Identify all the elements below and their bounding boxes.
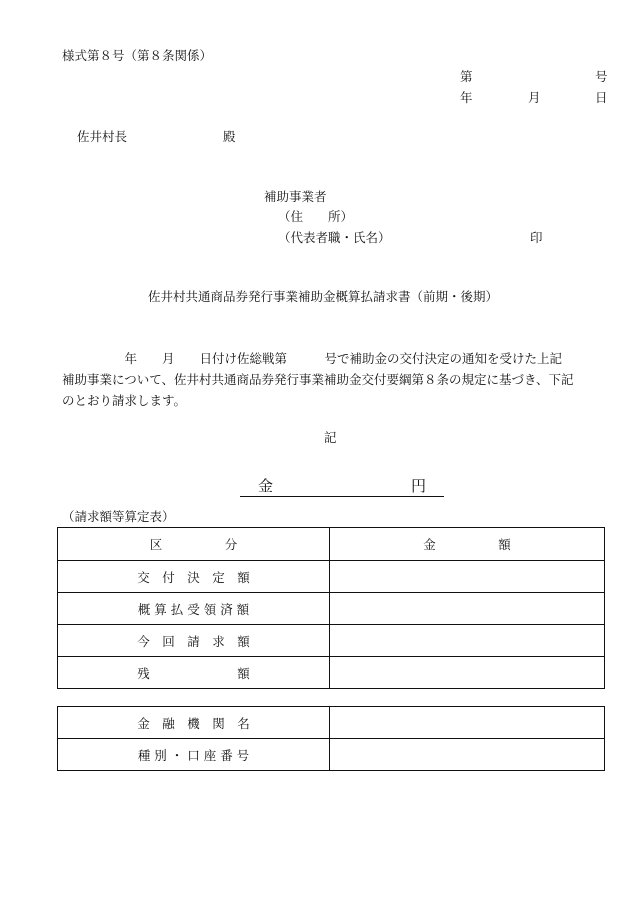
bank-table [57, 706, 605, 771]
body-line-2: 補助事業について、佐井村共通商品券発行事業補助金交付要綱第８条の規定に基づき、下記 [62, 372, 574, 387]
doc-number-dai: 第 [460, 69, 473, 84]
table-row [58, 593, 605, 625]
addressee-honorific: 殿 [223, 129, 236, 144]
calc-table-caption: （請求額等算定表） [62, 509, 175, 524]
received-amount-cell[interactable] [330, 593, 605, 625]
row-label-current-request: 今 回 請 求 額 [58, 625, 330, 657]
seal-mark: 印 [530, 230, 543, 245]
row-label-bank-name: 金 融 機 関 名 [58, 707, 330, 739]
applicant-label: 補助事業者 [264, 189, 327, 204]
addressee-name: 佐井村長 [77, 129, 128, 144]
account-number-cell[interactable] [330, 739, 605, 771]
bank-name-cell[interactable] [330, 707, 605, 739]
body-line-1: 年 月 日付け佐総戦第 号で補助金の交付決定の通知を受けた上記 [62, 351, 563, 366]
amount-yen: 円 [411, 477, 427, 495]
applicant-address-label: （住 所） [278, 209, 354, 224]
doc-number-go: 号 [595, 69, 608, 84]
calc-table [57, 527, 605, 689]
header-amount: 金 額 [330, 528, 605, 561]
table-row [58, 657, 605, 689]
calc-table-header-row [58, 528, 605, 561]
row-label-account: 種 別 ・ 口 座 番 号 [58, 739, 330, 771]
form-number: 様式第８号（第８条関係） [62, 48, 213, 63]
grant-decision-amount-cell[interactable] [330, 561, 605, 593]
amount-kin: 金 [258, 477, 274, 495]
date-year: 年 [460, 90, 473, 105]
request-body [62, 348, 610, 411]
ki-heading: 記 [324, 430, 337, 445]
header-category: 区 分 [58, 528, 330, 561]
row-label-balance: 残 額 [58, 657, 330, 689]
table-row [58, 707, 605, 739]
table-row [58, 739, 605, 771]
row-label-received: 概 算 払 受 領 済 額 [58, 593, 330, 625]
body-line-3: のとおり請求します。 [62, 393, 187, 408]
table-row [58, 561, 605, 593]
date-day: 日 [595, 90, 608, 105]
date-month: 月 [528, 90, 541, 105]
document-title: 佐井村共通商品券発行事業補助金概算払請求書（前期・後期） [148, 289, 499, 304]
row-label-grant-decision: 交 付 決 定 額 [58, 561, 330, 593]
applicant-rep-label: （代表者職・氏名） [278, 230, 391, 245]
balance-amount-cell[interactable] [330, 657, 605, 689]
current-request-amount-cell[interactable] [330, 625, 605, 657]
table-row [58, 625, 605, 657]
